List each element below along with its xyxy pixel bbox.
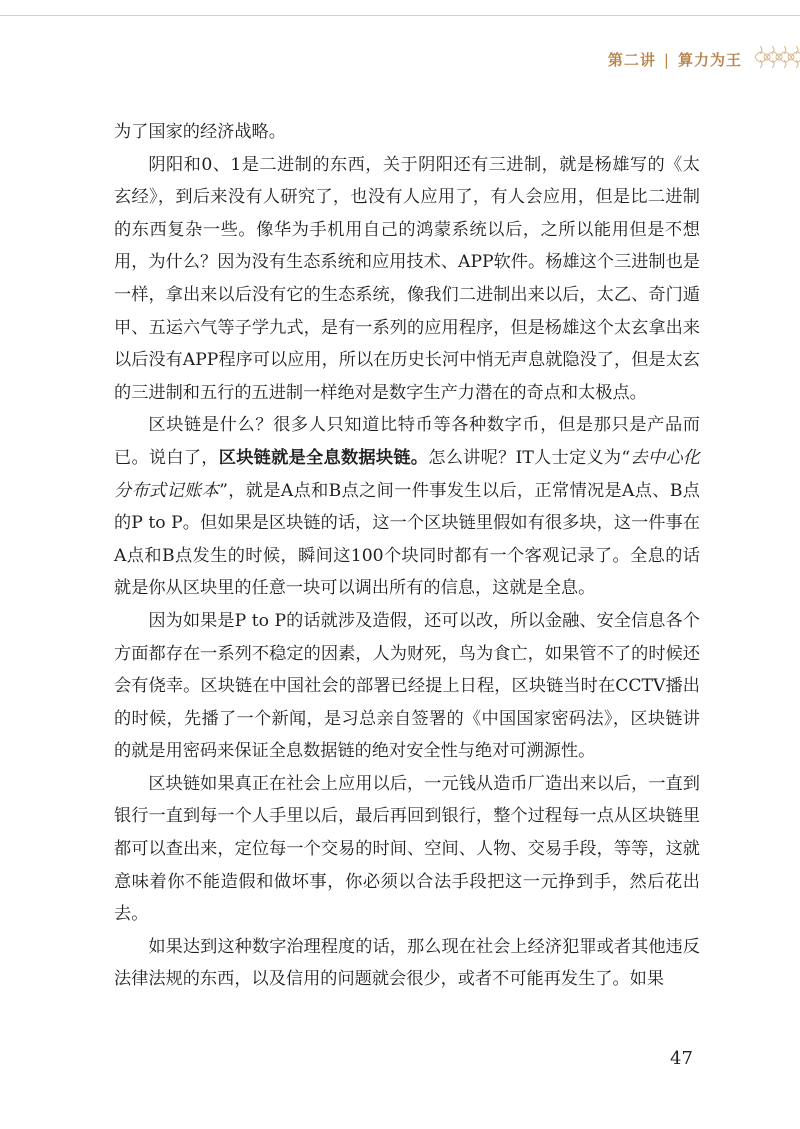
chapter-label: 第二讲 xyxy=(607,51,656,69)
paragraph xyxy=(114,409,700,605)
ornament-pattern-icon xyxy=(700,42,800,72)
header-separator: | xyxy=(663,51,670,69)
text-segment: 因为如果是P to P的话就涉及造假，还可以改，所以金融、安全信息各个方面都存在一系列不稳定的因素，人为财死，鸟为食亡，如果管不了的时候还会有侥幸。区块链在中国社会的部署已经提上日程，区块链当时在CCTV播出的时候，先播了一个新闻，是习总亲自签署的《中国国家密码法》，区块链讲的就是用密码来保证全息数据链的绝对安全性与绝对可溯源性。 xyxy=(114,610,700,762)
page-top-rule xyxy=(0,15,800,16)
text-segment: 区块链是什么？很多人只知道比特币等各种数字币，但是那只是产品而已。说白了， xyxy=(114,415,700,468)
body-text xyxy=(114,116,700,996)
quoted-term: 去中心化分布式记账本 xyxy=(114,447,700,501)
page-top-band xyxy=(0,0,800,16)
text-segment: ”，就是A点和B点之间一件事发生以后，正常情况是A点、B点的P to P。但如果是区块链的话，这一个区块链里假如有很多块，这一件事在A点和B点发生的时候，瞬间这100个块同时都有一个客观记录了。全息的话就是你从区块里的任意一块可以调出所有的信息，这就是全息。 xyxy=(114,480,700,599)
paragraph xyxy=(114,605,700,768)
text-segment: 怎么讲呢？IT人士定义为“ xyxy=(428,447,631,468)
highlighted-text: 区块链就是全息数据块链。 xyxy=(218,447,429,468)
text-segment: 阴阳和0、1是二进制的东西，关于阴阳还有三进制，就是杨雄写的《太玄经》，到后来没有人研究了，也没有人应用了，有人会应用，但是比二进制的东西复杂一些。像华为手机用自己的鸿蒙系统以后，之所以能用但是不想用，为什么？因为没有生态系统和应用技术、APP软件。杨雄这个三进制也是一样，拿出来以后没有它的生态系统，像我们二进制出来以后，太乙、奇门遁甲、五运六气等子学九式，是有一系列的应用程序，但是杨雄这个太玄拿出来以后没有APP程序可以应用，所以在历史长河中悄无声息就隐没了，但是太玄的三进制和五行的五进制一样绝对是数字生产力潜在的奇点和太极点。 xyxy=(114,154,700,403)
text-segment: 区块链如果真正在社会上应用以后，一元钱从造币厂造出来以后，一直到银行一直到每一个人手里以后，最后再回到银行，整个过程每一点从区块链里都可以查出来，定位每一个交易的时间、空间、人物、交易手段，等等，这就意味着你不能造假和做坏事，你必须以合法手段把这一元挣到手，然后花出去。 xyxy=(114,773,700,925)
paragraph xyxy=(114,931,700,996)
paragraph xyxy=(114,149,700,410)
chapter-title: 算力为王 xyxy=(677,51,742,69)
text-segment: 如果达到这种数字治理程度的话，那么现在社会上经济犯罪或者其他违反法律法规的东西，以及信用的问题就会很少，或者不可能再发生了。如果 xyxy=(114,936,700,990)
page-number: 47 xyxy=(670,1048,693,1069)
text-segment: 为了国家的经济战略。 xyxy=(114,122,286,142)
paragraph xyxy=(114,768,700,931)
paragraph xyxy=(114,116,700,149)
